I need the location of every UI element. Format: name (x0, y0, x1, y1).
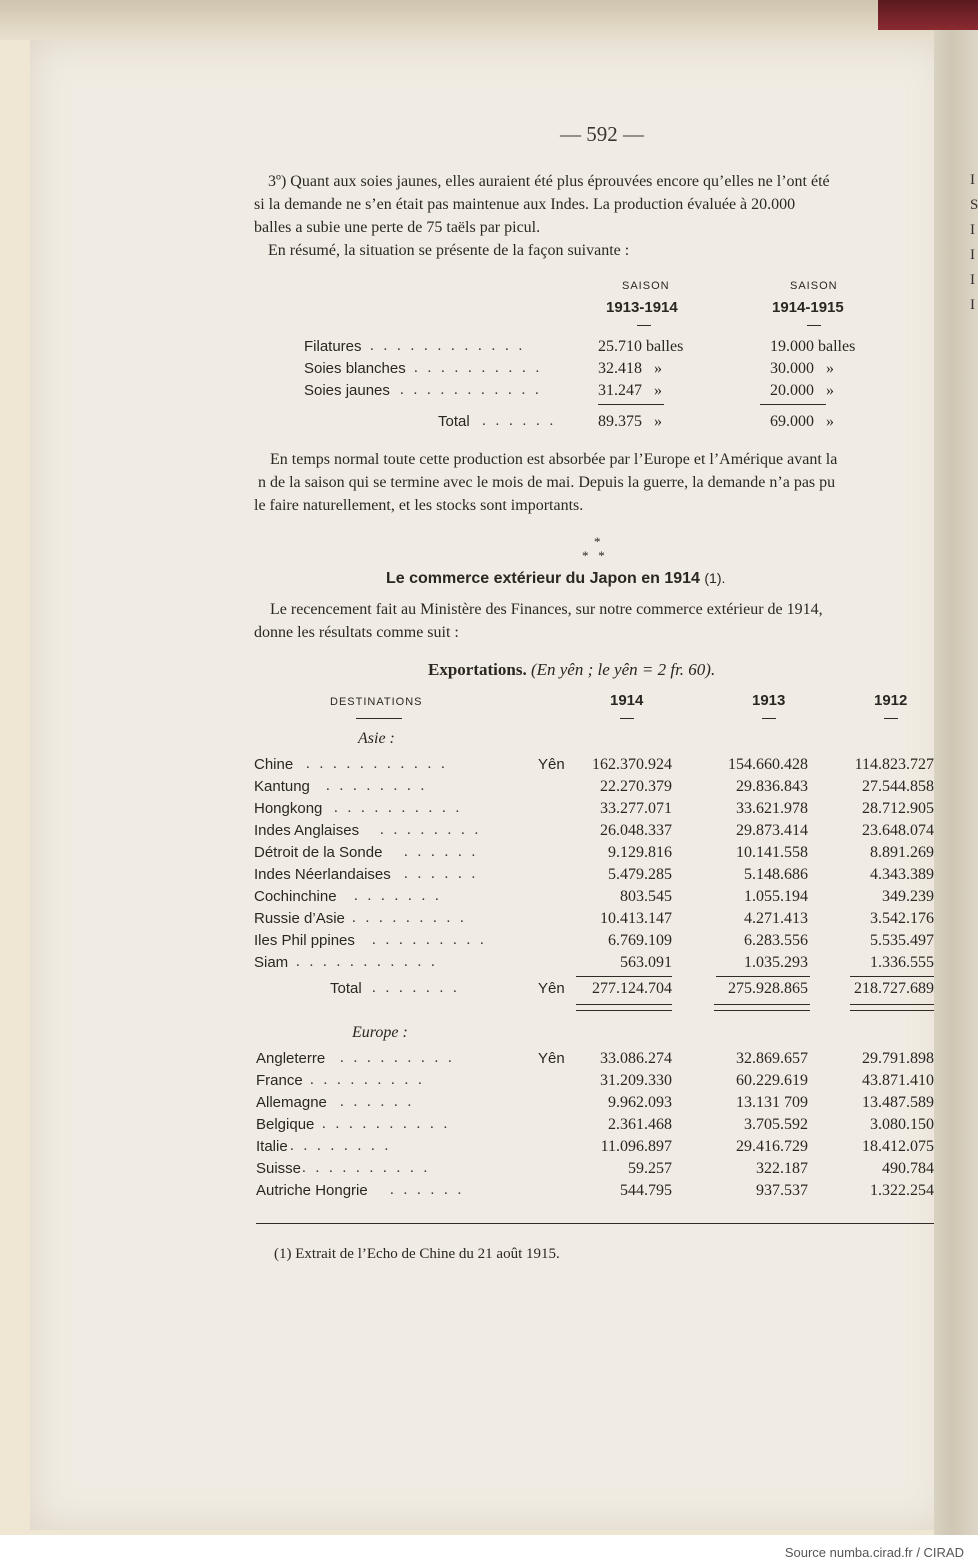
season-total-value: 69.000 » (770, 413, 834, 430)
asia-value-1913: 6.283.556 (744, 932, 808, 949)
asia-value-1914: 5.479.285 (608, 866, 672, 883)
europe-country: Belgique (256, 1116, 315, 1133)
season-sum-rule (760, 404, 826, 405)
season-col1-dash (637, 325, 651, 326)
year-dash (620, 718, 634, 719)
year-dash (884, 718, 898, 719)
europe-country: Autriche Hongrie (256, 1182, 368, 1199)
asia-country: Iles Phil ppines (254, 932, 355, 949)
book-top-edge (0, 0, 978, 40)
asia-country: Indes Anglaises (254, 822, 360, 839)
page-number: — 592 — (560, 122, 644, 146)
europe-value-1914: 2.361.468 (608, 1116, 672, 1133)
asia-value-1914: 33.277.071 (600, 800, 672, 817)
europe-value-1913: 937.537 (756, 1182, 808, 1199)
asia-value-1914: 6.769.109 (608, 932, 672, 949)
asia-value-1914: 162.370.924 (592, 756, 672, 773)
asia-value-1914: 10.413.147 (600, 910, 672, 927)
asia-value-1912: 4.343.389 (870, 866, 934, 883)
leader-dots: . . . . . . . . (326, 778, 428, 794)
season-col1-label: SAISON (622, 280, 670, 292)
asia-value-1914: 803.545 (620, 888, 672, 905)
season-col1-year: 1913-1914 (606, 299, 678, 316)
europe-value-1912: 3.080.150 (870, 1116, 934, 1133)
season-col2-year: 1914-1915 (772, 299, 844, 316)
leader-dots: . . . . . . . . . . . (306, 756, 448, 772)
europe-country: Allemagne (256, 1094, 327, 1111)
europe-value-1913: 32.869.657 (736, 1050, 808, 1067)
europe-country: France (256, 1072, 303, 1089)
europe-value-1913: 322.187 (756, 1160, 808, 1177)
asia-country: Hongkong (254, 800, 323, 817)
asia-total-1912: 218.727.689 (854, 980, 934, 997)
leader-dots: . . . . . . (340, 1094, 415, 1110)
year-dash (762, 718, 776, 719)
europe-value-1912: 43.871.410 (862, 1072, 934, 1089)
leader-dots: . . . . . . (404, 844, 479, 860)
section-paragraph (254, 598, 944, 644)
asia-country: Cochinchine (254, 888, 337, 905)
season-col2-dash (807, 325, 821, 326)
leader-dots: . . . . . . . . . (340, 1050, 455, 1066)
europe-value-1913: 29.416.729 (736, 1138, 808, 1155)
leader-dots: . . . . . . . . . . (414, 360, 543, 376)
section-line: Le recencement fait au Ministère des Finances, sur notre commerce extérieur de 1914, (270, 601, 823, 618)
europe-value-1914: 11.096.897 (600, 1138, 672, 1155)
asia-value-1914: 9.129.816 (608, 844, 672, 861)
europe-value-1914: 33.086.274 (600, 1050, 672, 1067)
season-total-value: 89.375 » (598, 413, 662, 430)
asia-value-1912: 5.535.497 (870, 932, 934, 949)
asia-value-1912: 8.891.269 (870, 844, 934, 861)
season-sum-rule (598, 404, 664, 405)
europe-value-1913: 3.705.592 (744, 1116, 808, 1133)
footnote-separator (256, 1223, 934, 1224)
asia-value-1912: 349.239 (882, 888, 934, 905)
leader-dots: . . . . . . (482, 413, 557, 429)
europe-value-1912: 1.322.254 (870, 1182, 934, 1199)
asterism-top: * (594, 534, 601, 549)
leader-dots: . . . . . . . . . . . . (370, 338, 526, 354)
book-page (30, 40, 948, 1530)
season-value: 19.000 balles (770, 338, 856, 355)
season-value: 20.000 » (770, 382, 834, 399)
asia-country: Russie d’Asie (254, 910, 345, 927)
europe-value-1913: 13.131 709 (736, 1094, 808, 1111)
destinations-rule (356, 718, 402, 719)
section-line: donne les résultats comme suit : (254, 624, 459, 641)
footnote: (1) Extrait de l’Echo de Chine du 21 août 1915. (274, 1246, 560, 1262)
asia-total-double-rule (714, 1004, 810, 1011)
asia-value-1913: 10.141.558 (736, 844, 808, 861)
year-header: 1914 (610, 692, 644, 709)
intro-line: En résumé, la situation se présente de la façon suivante : (268, 242, 630, 259)
asia-total-label: Total (330, 980, 362, 997)
asia-value-1912: 27.544.858 (862, 778, 934, 795)
europe-value-1912: 490.784 (882, 1160, 934, 1177)
europe-label: Europe : (352, 1024, 408, 1041)
asia-label: Asie : (358, 730, 395, 747)
asia-value-1913: 5.148.686 (744, 866, 808, 883)
asia-value-1912: 23.648.074 (862, 822, 934, 839)
asia-value-1912: 28.712.905 (862, 800, 934, 817)
asia-total-1914: 277.124.704 (592, 980, 672, 997)
europe-value-1914: 59.257 (628, 1160, 672, 1177)
asia-total-1913: 275.928.865 (728, 980, 808, 997)
europe-value-1912: 29.791.898 (862, 1050, 934, 1067)
footnote-ref: (1). (704, 570, 726, 586)
season-row-label: Filatures (304, 338, 362, 355)
season-col2-label: SAISON (790, 280, 838, 292)
section-title (386, 570, 725, 588)
season-value: 31.247 » (598, 382, 662, 399)
exports-title: Exportations. (428, 660, 527, 679)
europe-value-1914: 9.962.093 (608, 1094, 672, 1111)
currency-label: Yên (538, 1050, 565, 1067)
europe-country: Italie (256, 1138, 288, 1155)
leader-dots: . . . . . . . . . . . (400, 382, 542, 398)
intro-line: 3º) Quant aux soies jaunes, elles auraient été plus éprouvées encore qu’elles ne l’ont été (268, 173, 830, 190)
leader-dots: . . . . . . . . . . (334, 800, 463, 816)
currency-label: Yên (538, 980, 565, 997)
bookmark-ribbon (878, 0, 978, 30)
leader-dots: . . . . . . . . (290, 1138, 392, 1154)
destinations-header: DESTINATIONS (330, 696, 423, 708)
asia-value-1914: 26.048.337 (600, 822, 672, 839)
season-total-label: Total (438, 413, 470, 430)
asterism-bottom: * * (582, 548, 605, 563)
intro-paragraph (254, 170, 934, 262)
asia-value-1913: 29.836.843 (736, 778, 808, 795)
asia-total-double-rule (576, 1004, 672, 1011)
season-row-label: Soies jaunes (304, 382, 390, 399)
para2-line: n de la saison qui se termine avec le mois de mai. Depuis la guerre, la demande n’a pas pu (258, 474, 836, 491)
leader-dots: . . . . . . . . . (310, 1072, 425, 1088)
asia-country: Indes Néerlandaises (254, 866, 391, 883)
para2-line: En temps normal toute cette production est absorbée par l’Europe et l’Amérique avant la (270, 451, 838, 468)
leader-dots: . . . . . . . (372, 980, 460, 996)
leader-dots: . . . . . . (404, 866, 479, 882)
leader-dots: . . . . . . . . (380, 822, 482, 838)
season-value: 32.418 » (598, 360, 662, 377)
asia-value-1914: 563.091 (620, 954, 672, 971)
para2-line: le faire naturellement, et les stocks sont importants. (254, 497, 584, 514)
asia-sum-rule (576, 976, 672, 977)
europe-value-1912: 18.412.075 (862, 1138, 934, 1155)
europe-country: Angleterre (256, 1050, 326, 1067)
leader-dots: . . . . . . . . . (372, 932, 487, 948)
year-header: 1913 (752, 692, 786, 709)
leader-dots: . . . . . . . . . (352, 910, 467, 926)
season-value: 30.000 » (770, 360, 834, 377)
leader-dots: . . . . . . . (354, 888, 442, 904)
season-value: 25.710 balles (598, 338, 684, 355)
asia-value-1913: 154.660.428 (728, 756, 808, 773)
source-credit: Source numba.cirad.fr / CIRAD (784, 1545, 964, 1560)
asia-value-1913: 4.271.413 (744, 910, 808, 927)
asia-value-1913: 1.035.293 (744, 954, 808, 971)
asia-country: Chine (254, 756, 294, 773)
next-page-margin-letters: I S I I I I (970, 172, 978, 313)
asia-value-1913: 29.873.414 (736, 822, 808, 839)
europe-value-1914: 544.795 (620, 1182, 672, 1199)
intro-line: si la demande ne s’en était pas maintenue aux Indes. La production évaluée à 20.000 (254, 196, 796, 213)
asia-sum-rule (716, 976, 810, 977)
asia-country: Siam (254, 954, 289, 971)
intro-line: balles a subie une perte de 75 taëls par picul. (254, 219, 541, 236)
section-title-text: Le commerce extérieur du Japon en 1914 (386, 570, 700, 587)
year-header: 1912 (874, 692, 908, 709)
leader-dots: . . . . . . . . . . (302, 1160, 431, 1176)
leader-dots: . . . . . . . . . . . (296, 954, 438, 970)
europe-value-1912: 13.487.589 (862, 1094, 934, 1111)
asia-value-1913: 1.055.194 (744, 888, 808, 905)
exports-heading (428, 660, 715, 680)
asia-value-1912: 3.542.176 (870, 910, 934, 927)
leader-dots: . . . . . . (390, 1182, 465, 1198)
europe-value-1914: 31.209.330 (600, 1072, 672, 1089)
season-row-label: Soies blanches (304, 360, 406, 377)
paragraph-2 (254, 448, 934, 517)
asia-value-1912: 1.336.555 (870, 954, 934, 971)
asia-country: Kantung (254, 778, 310, 795)
europe-value-1913: 60.229.619 (736, 1072, 808, 1089)
asia-value-1913: 33.621.978 (736, 800, 808, 817)
exports-subtitle: (En yên ; le yên = 2 fr. 60). (530, 660, 716, 679)
asia-country: Détroit de la Sonde (254, 844, 383, 861)
asia-value-1912: 114.823.727 (854, 756, 934, 773)
leader-dots: . . . . . . . . . . (322, 1116, 451, 1132)
asia-value-1914: 22.270.379 (600, 778, 672, 795)
asia-sum-rule (850, 976, 934, 977)
europe-country: Suisse (256, 1160, 302, 1177)
currency-label: Yên (538, 756, 565, 773)
asia-total-double-rule (850, 1004, 934, 1011)
